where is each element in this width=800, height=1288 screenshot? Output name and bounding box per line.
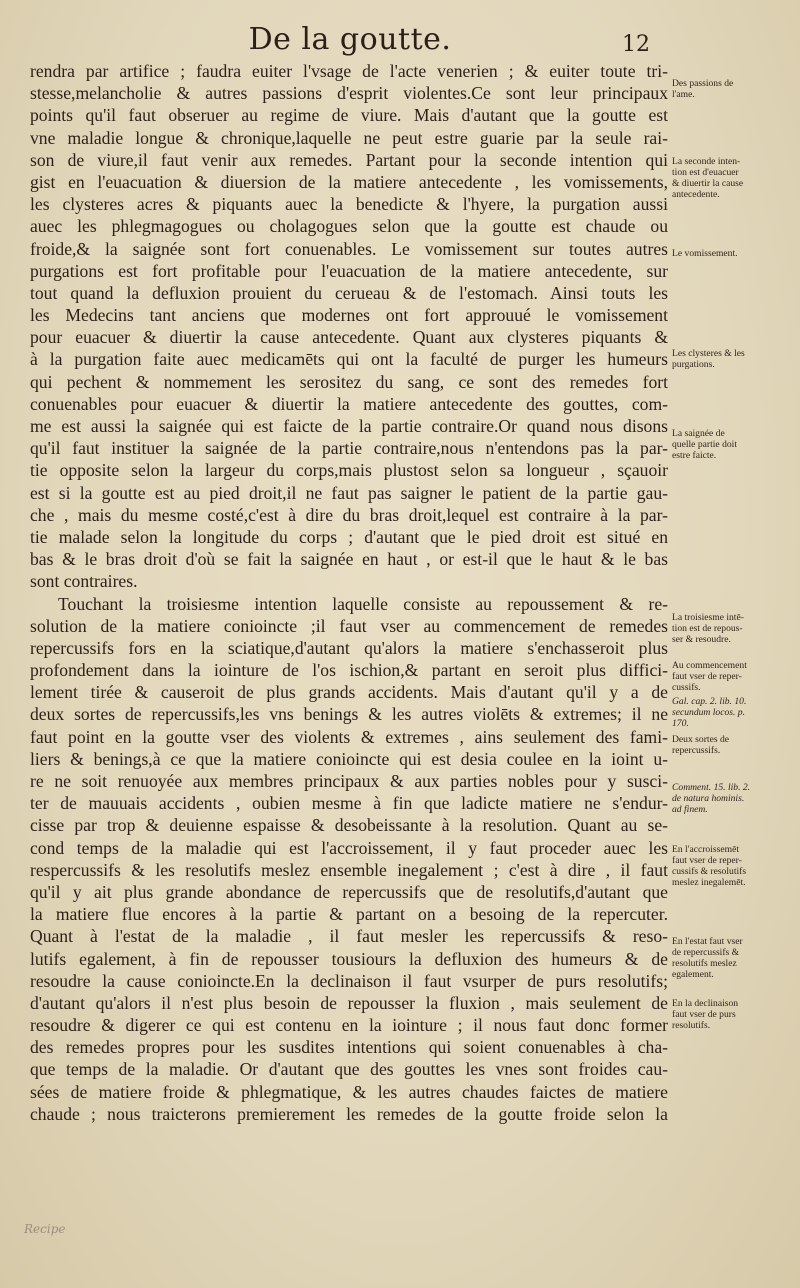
text-line: son de viure,il faut venir aux remedes. Partant pour la seconde intention qui xyxy=(30,149,668,170)
margin-note-line: cussifs & resolutifs xyxy=(672,866,747,877)
margin-note-line: Gal. cap. 2. lib. 10. xyxy=(672,696,747,707)
margin-note-line: meslez inegalemēt. xyxy=(672,877,746,888)
text-line: qu'il faut instituer la saignée de la partie contraire,nous n'entendons pas la par- xyxy=(30,438,668,459)
text-line: lutifs egalement, à fin de repousser tousiours la defluxion des humeurs & de xyxy=(30,948,668,969)
margin-note-line: tion est de repous- xyxy=(672,623,743,634)
text-line: points qu'il faut obseruer au regime de viure. Mais d'autant que la goutte est xyxy=(30,105,668,126)
page-number: 12 xyxy=(622,32,650,57)
margin-note-line: ser & resoudre. xyxy=(672,634,731,645)
margin-note xyxy=(672,696,794,729)
margin-note-line: egalement. xyxy=(672,969,714,980)
margin-note xyxy=(672,348,794,370)
margin-note-line: & diuertir la cause xyxy=(672,178,744,189)
margin-note-line: ad finem. xyxy=(672,804,708,815)
margin-note-line: Les clysteres & les xyxy=(672,348,745,359)
text-line: tout quand la defluxion prouient du cerueau & de l'estomach. Ainsi touts les xyxy=(30,282,668,303)
text-line: froide,& la saignée sont fort conuenables. Le vomissement sur toutes autres xyxy=(30,238,668,259)
margin-note-line: estre faicte. xyxy=(672,450,717,461)
margin-note-line: quelle partie doit xyxy=(672,439,738,450)
text-line: Touchant la troisiesme intention laquelle consiste au repoussement & re- xyxy=(58,593,668,614)
text-line: profondement dans la iointure de l'os ischion,& partant en seroit plus diffici- xyxy=(30,660,668,681)
margin-note-line: En la declinaison xyxy=(672,998,739,1009)
text-line: est si la goutte est au pied droit,il ne faut pas saigner le patient de la partie gau- xyxy=(30,482,668,503)
margin-note-line: cussifs. xyxy=(672,682,701,693)
text-line: gist en l'euacuation & diuersion de la matiere antecedente , les vomissements, xyxy=(30,171,668,192)
text-line: tie malade selon la longitude du corps ; d'autant que le pied droit est situé en xyxy=(30,526,668,547)
text-line: cisse par trop & deuienne espaisse & desobeissante à la resolution. Quant au se- xyxy=(30,815,668,836)
text-line: bas & le bras droit d'où se fait la saignée en haut , or est-il que le haut & le bas xyxy=(30,549,668,570)
margin-note-line: l'ame. xyxy=(672,89,695,100)
text-line: ter de mauuais accidents , oubien mesme à fin que ladicte matiere ne s'endur- xyxy=(30,793,668,814)
text-line: stesse,melancholie & autres passions d'esprit violentes.Ce sont leur principaux xyxy=(30,83,668,104)
text-line: purgations est fort profitable pour l'euacuation de la matiere antecedente, sur xyxy=(30,260,668,281)
margin-note xyxy=(672,936,794,980)
text-line: qu'il y ait plus grande abondance de repercussifs que de resolutifs,d'autant que xyxy=(30,881,668,902)
margin-note xyxy=(672,428,794,461)
text-line: me est aussi la saignée qui est faicte de la partie contraire.Or quand nous disons xyxy=(30,416,668,436)
margin-note-line: Au commencement xyxy=(672,660,747,671)
margin-note-line: resolutifs meslez xyxy=(672,958,737,969)
text-line: rendra par artifice ; faudra euiter l'vsage de l'acte venerien ; & euiter toute tri- xyxy=(30,61,668,81)
text-line: à la purgation faite auec medicamēts qui ont la faculté de purger les humeurs xyxy=(30,349,668,370)
margin-note-line: faut vser de reper- xyxy=(672,855,742,866)
margin-note-line: faut vser de purs xyxy=(672,1009,736,1020)
margin-note-line: En l'estat faut vser xyxy=(672,936,743,947)
margin-note-line: repercussifs. xyxy=(672,745,721,756)
text-line: cond temps de la maladie qui est l'accroissement, il y faut proceder auec les xyxy=(30,837,668,858)
margin-note-line: tion est d'euacuer xyxy=(672,167,739,178)
margin-note-line: de natura hominis. xyxy=(672,793,745,804)
text-line: sont contraires. xyxy=(30,571,138,592)
margin-note-line: de repercussifs & xyxy=(672,947,740,958)
text-line: liers & benings,à ce que la matiere conioincte qui est desia coulee en la ioint u- xyxy=(30,748,668,769)
margin-note xyxy=(672,782,794,815)
text-line: Quant à l'estat de la maladie , il faut mesler les repercussifs & reso- xyxy=(30,926,668,947)
text-line: tie opposite selon la largeur du corps,mais plustost selon sa longueur , sçauoir xyxy=(30,460,668,481)
text-line: qui pechent & nommement les serositez du sang, ce sont des remedes fort xyxy=(30,371,668,392)
margin-note-line: resolutifs. xyxy=(672,1020,711,1031)
text-line: repercussifs fors en la sciatique,d'autant qu'alors la matiere s'enchasseroit plus xyxy=(30,637,668,658)
text-line: lement tirée & causeroit de plus grands accidents. Mais d'autant qu'il y a de xyxy=(30,682,668,703)
margin-note xyxy=(672,998,794,1031)
main-text-column xyxy=(30,60,668,1125)
margin-note xyxy=(672,612,794,645)
text-line: conuenables pour euacuer & diuertir la matiere antecedente des gouttes, com- xyxy=(30,393,668,414)
margin-note-line: La seconde inten- xyxy=(672,156,741,167)
margin-note xyxy=(672,844,794,888)
margin-note-line: Des passions de xyxy=(672,78,734,89)
text-line: resoudre & digerer ce qui est contenu en la iointure ; il nous faut donc former xyxy=(30,1015,668,1036)
text-line: d'autant qu'alors il n'est plus besoin de repousser la fluxion , mais seulement de xyxy=(30,992,668,1013)
margin-note xyxy=(672,78,794,100)
text-line: les Medecins tant anciens que modernes ont fort approuué le vomissement xyxy=(30,305,668,326)
margin-note-line: 170. xyxy=(672,718,689,729)
margin-note-line: En l'accroissemēt xyxy=(672,844,739,855)
margin-note-line: Comment. 15. lib. 2. xyxy=(672,782,751,793)
margin-note-line: antecedente. xyxy=(672,189,720,200)
text-line: respercussifs & les resolutifs meslez ensemble inegalement ; c'est à dire , il faut xyxy=(30,859,668,880)
text-line: des remedes propres pour les susdites intentions qui soient conuenables à cha- xyxy=(30,1037,668,1058)
text-line: sées de matiere froide & phlegmatique, & les autres chaudes faictes de matiere xyxy=(30,1081,668,1102)
margin-note-line: secundum locos. p. xyxy=(672,707,746,718)
text-line: pour euacuer & diuertir la cause antecedente. Quant aux clysteres piquants & xyxy=(30,327,668,348)
text-line: les clysteres acres & piquants auec la benedicte & l'hyere, la purgation aussi xyxy=(30,194,668,215)
page-title: De la goutte. xyxy=(248,22,452,57)
text-line: chaude ; nous traicterons premierement les remedes de la goutte froide selon la xyxy=(30,1103,668,1124)
text-line: auec les phlegmagogues ou cholagogues selon que la goutte est chaude ou xyxy=(30,216,668,237)
text-line: la matiere flue encores à la partie & partant on a besoing de la repercuter. xyxy=(30,904,668,925)
text-line: vne maladie longue & chronique,laquelle ne peut estre guarie par la seule rai- xyxy=(30,127,668,148)
catchword: Recipe xyxy=(24,1222,66,1236)
text-line: que temps de la maladie. Or d'autant que des gouttes les vnes sont froides cau- xyxy=(30,1059,668,1080)
margin-note xyxy=(672,248,794,259)
margin-note-line: faut vser de reper- xyxy=(672,671,742,682)
text-line: resoudre la cause conioincte.En la declinaison il faut vsurper de purs resolutifs; xyxy=(30,970,668,991)
text-line: solution de la matiere conioincte ;il faut vser au commencement de remedes xyxy=(30,615,668,636)
margin-note-line: La troisiesme intē- xyxy=(672,612,744,623)
margin-note xyxy=(672,156,794,200)
margin-note-line: purgations. xyxy=(672,359,715,370)
margin-note-line: La saignée de xyxy=(672,428,725,439)
text-line: re ne soit renuoyée aux membres principaux & aux parties nobles pour y susci- xyxy=(30,771,668,791)
margin-note-line: Deux sortes de xyxy=(672,734,730,745)
text-line: faut point en la goutte vser des violents & extremes , ains seulement des fami- xyxy=(30,726,668,747)
margin-note xyxy=(672,660,794,693)
margin-note-line: Le vomissement. xyxy=(672,248,738,259)
margin-note xyxy=(672,734,794,756)
text-line: che , mais du mesme costé,c'est à dire du bras droit,lequel est contraire à la par- xyxy=(30,504,668,525)
text-line: deux sortes de repercussifs,les vns benings & les autres violēts & extremes; il ne xyxy=(30,704,668,725)
